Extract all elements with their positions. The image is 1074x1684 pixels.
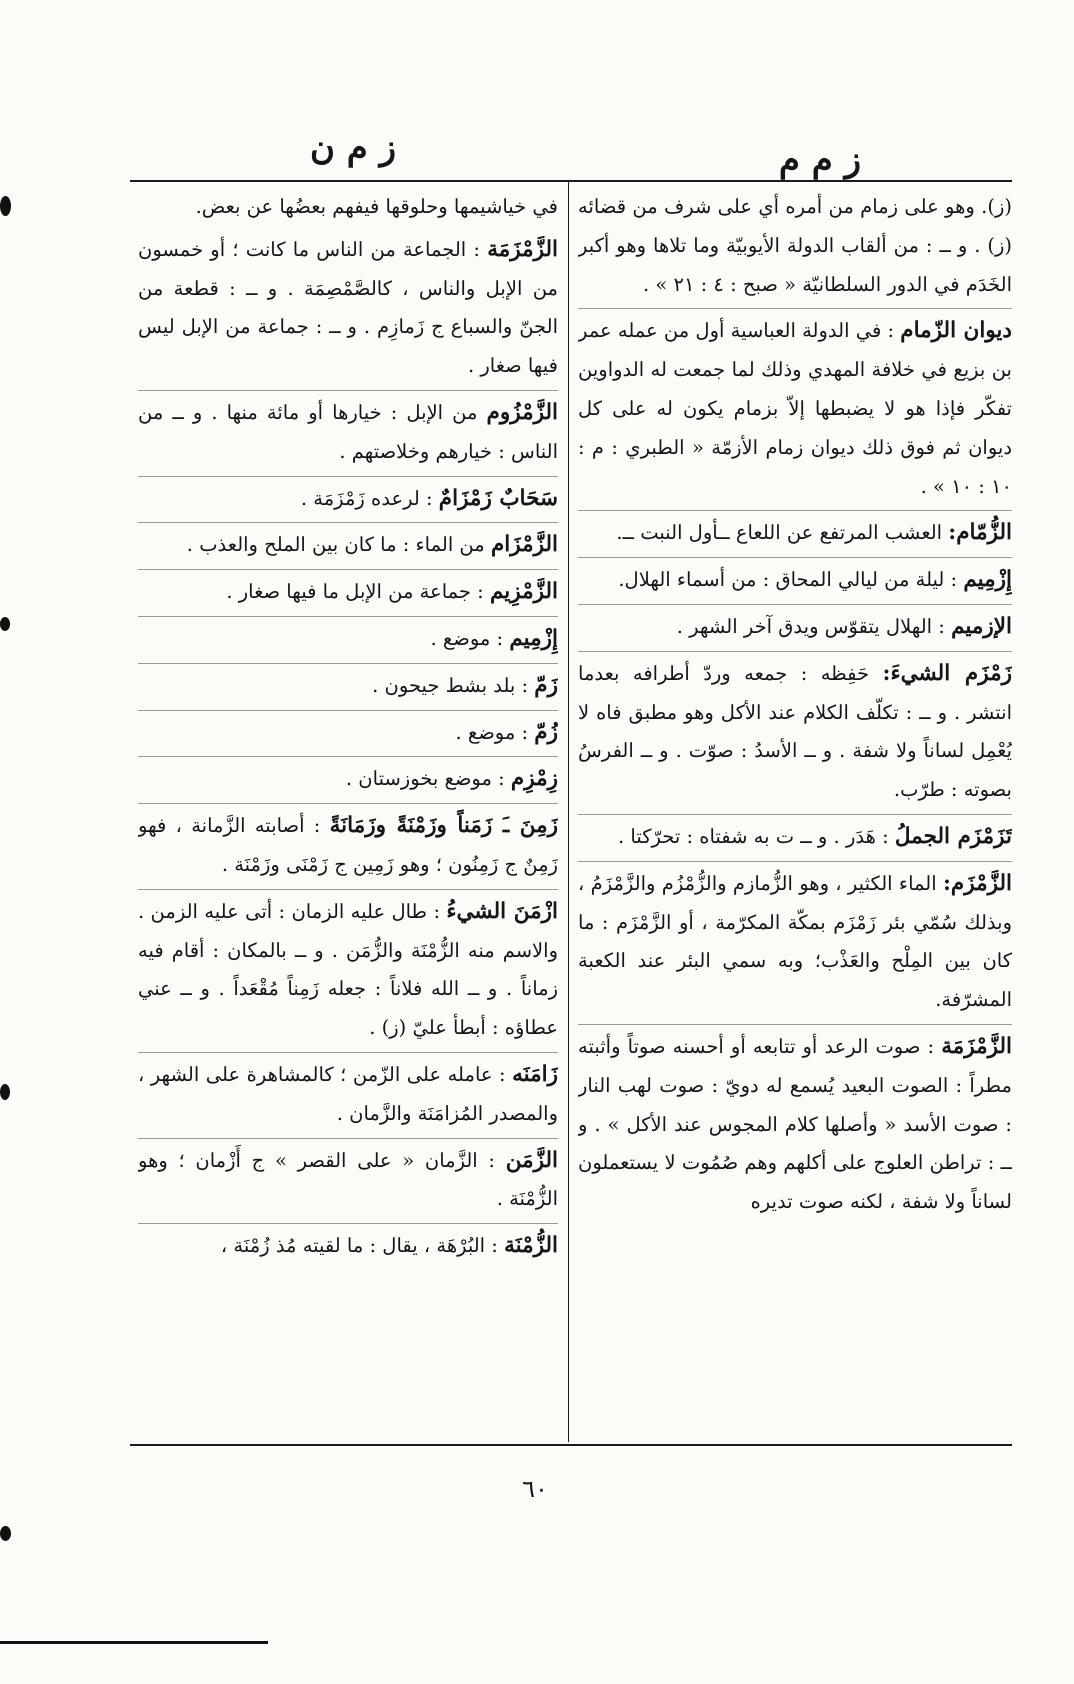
entry — [138, 710, 558, 753]
header-rule — [130, 180, 1012, 182]
entry — [138, 390, 558, 472]
definition: : الجماعة من الناس ما كانت ؛ أو خمسون من الإبل والناس ، كالصَّمْصِمَة . و ــ : قطعة من الجنّ والسباع ج زَمازِم . و ــ : جماعة من الإبل ليس فيها صغار . — [138, 237, 558, 378]
entry — [578, 557, 1012, 600]
entry — [578, 308, 1012, 506]
headword: الزَّمْزَمَة — [487, 236, 558, 262]
entry — [578, 651, 1012, 810]
column-divider — [568, 180, 569, 1442]
page-number: ٦٠ — [522, 1475, 548, 1503]
headword: الزَّمْزُوم — [486, 399, 558, 425]
entry — [578, 510, 1012, 553]
headword: ديوان الزّمام — [900, 318, 1012, 344]
definition: : الزَّمان « على القصر » ج أَزْمان ؛ وهو الزُّمْنَة . — [138, 1148, 558, 1211]
entry — [138, 1138, 558, 1220]
headword: زَمّ — [534, 672, 558, 698]
definition: الماء الكثير ، وهو الزُّمازم والزُّمْزُم والزَّمْزَمُ ، وبذلك سُمّي بئر زَمْزَم بمكّة المكرّمة ، أو الزَّمْزَم : ما كان بين المِلْح والعَذْب؛ وبه سمي البئر عند الكعبة المشرّفة. — [578, 871, 1012, 1012]
continuation-text: في خياشيمها وحلوقها فيفهم بعضُها عن بعض. — [195, 195, 558, 218]
headword: زَمْزَم الشيءَ: — [882, 660, 1012, 686]
entry — [138, 616, 558, 659]
definition: : طال عليه الزمان : أتى عليه الزمن . والاسم منه الزُّمْنَة والزُّمَن . و ــ بالمكان : أقام فيه زماناً . و ــ الله فلاناً : جعله زَمِناً مُقْعَداً . و ــ عني عطاؤه : أبطأ عليّ (ز) . — [138, 899, 558, 1040]
entry — [138, 522, 558, 565]
headword: ازْمَنَ الشيءُ — [446, 898, 558, 924]
definition: : في الدولة العباسية أول من عمله عمر بن بزيع في خلافة المهدي وذلك لما جمعت له الدواوين تفكّر فإذا هو لا يضبطها إلاّ بزمام يكون له على كل ديوان ثم فوق ذلك ديوان زمام الأزمّة « الطبري : م : ١٠ : ١٠ » . — [578, 319, 1012, 498]
page-header-root-right: ز م م — [778, 140, 862, 180]
headword: إِزْمِيم — [509, 625, 558, 651]
entry — [138, 1223, 558, 1266]
page-header-root-left: ز م ن — [309, 128, 397, 168]
definition: : أصابته الزَّمانة ، فهو زَمِنٌ ج زَمِنُون ؛ وهو زَمِين ج زَمْنَى وزَمْنَة . — [138, 814, 558, 876]
definition: : هَدَر . و ــ ت به شفتاه : تحرّكتا . — [617, 824, 889, 848]
entry — [578, 604, 1012, 647]
headword: الزَّمْزَمَة — [941, 1033, 1012, 1059]
definition: : لرعده زَمْزَمَة . — [300, 486, 433, 510]
entry — [578, 861, 1012, 1020]
headword: الزَّمْزَام — [490, 532, 558, 558]
headword: زُمّ — [534, 719, 558, 745]
definition: : ليلة من ليالي المحاق : من أسماء الهلال. — [618, 568, 958, 592]
headword: زِمْزِم — [510, 766, 558, 792]
headword: تَزَمْزَم الجملُ — [894, 823, 1012, 849]
headword: زَامَنَه — [512, 1061, 558, 1087]
definition: : الهلال يتقوّس ويدق آخر الشهر . — [676, 614, 945, 638]
entry — [578, 814, 1012, 857]
definition: : جماعة من الإبل ما فيها صغار . — [226, 580, 484, 604]
definition: : عامله على الزّمن ؛ كالمشاهرة على الشهر ، والمصدر المُزامَنَة والزَّمان . — [138, 1062, 558, 1125]
footer-rule — [130, 1444, 1012, 1446]
entry — [578, 188, 1012, 304]
definition: : موضع . — [455, 720, 529, 744]
headword: إِزْمِيم — [963, 567, 1012, 593]
entry — [138, 663, 558, 706]
definition: حَفِظه : جمعه وردّ أطرافه بعدما انتشر . و ــ : تكلّف الكلام عند الأكل وهو مطبق فاه لا يُعْمِل لساناً ولا شفة . و ــ الأسدُ : صوّت . و ــ الفرسُ بصوته : طرّب. — [578, 661, 1012, 802]
headword: الزَّمْزَم: — [942, 870, 1012, 896]
definition: : موضع بخوزستان . — [345, 767, 505, 791]
right-column — [578, 188, 1012, 1442]
definition: من الماء : ما كان بين الملح والعذب . — [186, 533, 485, 557]
entry — [138, 889, 558, 1048]
scan-speck — [0, 196, 11, 216]
headword: سَحَابٌ زَمْزَامٌ — [438, 485, 558, 511]
definition: : بلد بشط جيحون . — [372, 673, 529, 697]
entry — [138, 569, 558, 612]
headword: الزَّمَن — [505, 1147, 558, 1173]
definition: : البُرْهَة ، يقال : ما لقيته مُذ زُمْنَة ، — [220, 1234, 498, 1258]
scan-speck — [0, 1526, 11, 1541]
headword: الإزميم — [951, 613, 1012, 639]
definition: العشب المرتفع عن اللعاع ــأول النبت ــ. — [616, 521, 943, 545]
definition: (ز). وهو على زمام من أمره أي على شرف من قضائه (ز) . و ــ : من ألقاب الدولة الأيوبيّة وما تلاها وهو أكبر الخَدَم في الدور السلطانيّة « صبح : ٤ : ٢١ » . — [578, 195, 1012, 296]
left-column — [138, 188, 558, 1442]
definition: من الإبل : خيارها أو مائة منها . و ــ من الناس : خيارهم وخلاصتهم . — [138, 400, 558, 463]
entry — [138, 1052, 558, 1134]
entry — [138, 231, 558, 386]
definition: : موضع . — [430, 626, 504, 650]
entry — [578, 1024, 1012, 1222]
entry — [138, 803, 558, 885]
definition: : صوت الرعد أو تتابعه أو أحسنه صوتاً وأثبته مطراً : الصوت البعيد يُسمع له دويّ : صوت لهب النار : صوت الأسد « وأصلها كلام المجوس عند الأكل » . و ــ : تراطن العلوج على أكلهم وهم صُمُوت لا يستعملون لساناً ولا شفة ، لكنه صوت تديره — [578, 1034, 1012, 1214]
entry — [138, 476, 558, 519]
headword: الزُّمْنَة — [504, 1233, 558, 1259]
headword: الزُّمّام: — [948, 520, 1012, 546]
entry — [138, 756, 558, 799]
headword: الزَّمْزِيم — [489, 579, 558, 605]
headword: زَمِنَ ـَ زَمَناً وزَمْنَةً وزَمَانَةً — [329, 813, 558, 839]
scan-edge-bar — [0, 1641, 268, 1644]
scan-speck — [0, 617, 10, 631]
scan-speck — [0, 1084, 10, 1100]
